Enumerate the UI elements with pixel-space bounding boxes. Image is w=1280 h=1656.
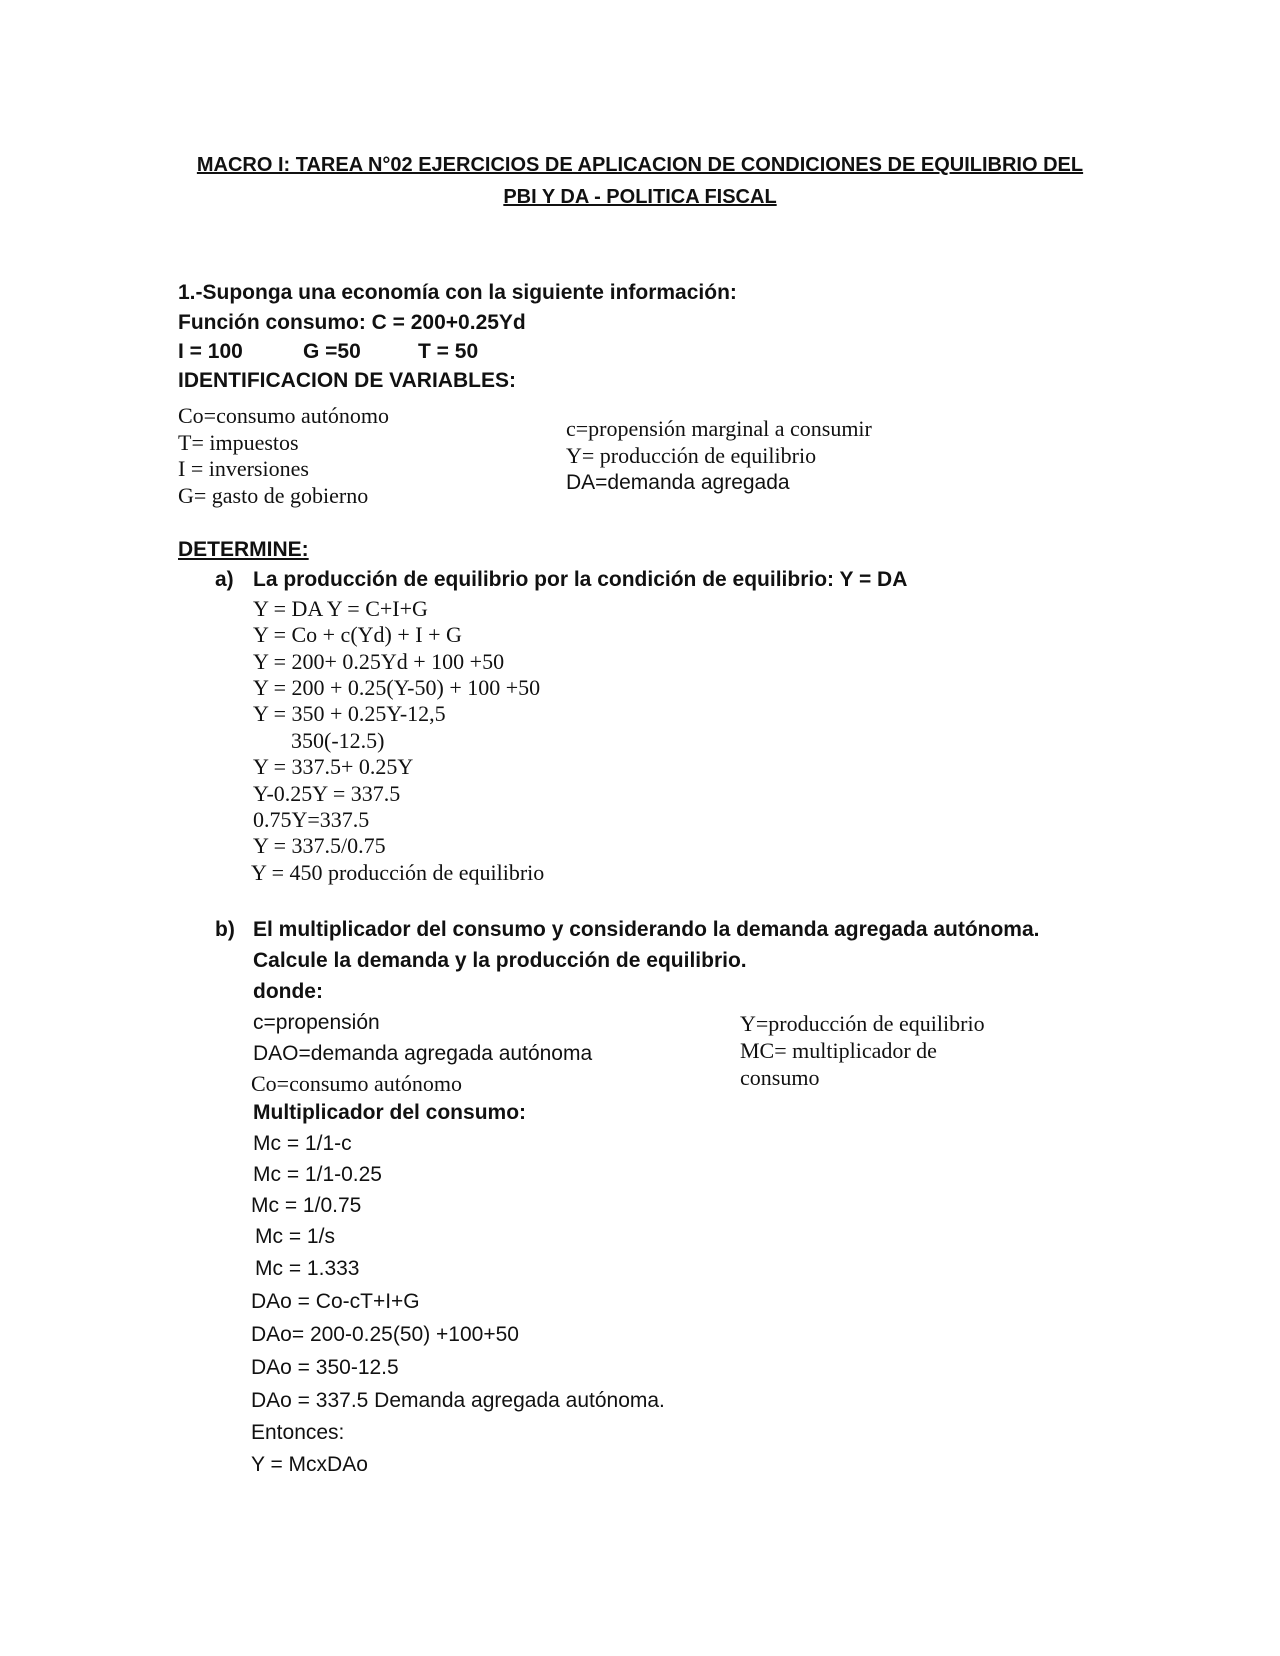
dao-step: DAo = 350-12.5 (251, 1356, 399, 1379)
part-a-text: La producción de equilibrio por la condición de equilibrio: Y = DA (253, 568, 908, 591)
document-title-line-2: PBI Y DA - POLITICA FISCAL (503, 186, 777, 208)
var-left-item: I = inversiones (178, 456, 309, 481)
var-right-item: DA=demanda agregada (566, 471, 790, 494)
part-a-step: Y = 337.5/0.75 (253, 833, 386, 858)
part-b-text-line-1: El multiplicador del consumo y considerando la demanda agregada autónoma. (253, 918, 1040, 941)
dao-step: DAo = 337.5 Demanda agregada autónoma. (251, 1389, 665, 1412)
given-investment: I = 100 (178, 340, 243, 363)
problem-heading: 1.-Suponga una economía con la siguiente información: (178, 281, 737, 304)
part-a-step: Y = Co + c(Yd) + I + G (253, 622, 462, 647)
var-left-item: Co=consumo autónomo (178, 403, 390, 428)
part-b-def-right: MC= multiplicador de (740, 1038, 937, 1063)
part-b-def-left: c=propensión (253, 1011, 380, 1034)
multiplier-step: Mc = 1/0.75 (251, 1194, 362, 1217)
given-government: G =50 (303, 340, 361, 363)
dao-step: Y = McxDAo (251, 1453, 368, 1476)
part-a-step: Y-0.25Y = 337.5 (253, 781, 401, 806)
variables-heading: IDENTIFICACION DE VARIABLES: (178, 369, 516, 392)
part-b-def-right: consumo (740, 1065, 820, 1090)
part-b-def-right: Y=producción de equilibrio (740, 1011, 985, 1036)
part-b-text-line-2: Calcule la demanda y la producción de equilibrio. (253, 949, 747, 972)
part-b-marker: b) (215, 918, 235, 941)
multiplier-step: Mc = 1/1-0.25 (253, 1163, 382, 1186)
document-title-line-1: MACRO I: TAREA N°02 EJERCICIOS DE APLICACION DE CONDICIONES DE EQUILIBRIO DEL (196, 154, 1084, 176)
part-a-marker: a) (215, 568, 234, 591)
part-a-step: Y = 200 + 0.25(Y-50) + 100 +50 (253, 675, 541, 700)
multiplier-step: Mc = 1/1-c (253, 1132, 352, 1155)
part-b-def-left: Co=consumo autónomo (251, 1071, 463, 1096)
var-left-item: T= impuestos (178, 430, 299, 455)
consumption-function: Función consumo: C = 200+0.25Yd (178, 311, 526, 334)
dao-step: DAo = Co-cT+I+G (251, 1290, 420, 1313)
part-a-step: Y = 200+ 0.25Yd + 100 +50 (253, 649, 505, 674)
part-b-def-left: DAO=demanda agregada autónoma (253, 1042, 593, 1065)
part-a-step: Y = 350 + 0.25Y-12,5 (253, 701, 446, 726)
dao-step: DAo= 200-0.25(50) +100+50 (251, 1323, 519, 1346)
var-left-item: G= gasto de gobierno (178, 483, 369, 508)
part-b-donde: donde: (253, 980, 323, 1003)
dao-step: Entonces: (251, 1421, 345, 1444)
multiplier-heading: Multiplicador del consumo: (253, 1101, 527, 1124)
var-right-item: Y= producción de equilibrio (566, 443, 817, 468)
part-a-step: Y = 337.5+ 0.25Y (253, 754, 414, 779)
multiplier-step: Mc = 1/s (255, 1225, 335, 1248)
part-a-step: 350(-12.5) (291, 728, 385, 753)
given-taxes: T = 50 (418, 340, 479, 363)
part-a-step: 0.75Y=337.5 (253, 807, 370, 832)
multiplier-step: Mc = 1.333 (255, 1257, 360, 1280)
determine-heading: DETERMINE: (178, 538, 309, 561)
part-a-step: Y = 450 producción de equilibrio (251, 860, 545, 885)
part-a-step: Y = DA Y = C+I+G (253, 596, 428, 621)
var-right-item: c=propensión marginal a consumir (566, 416, 872, 441)
